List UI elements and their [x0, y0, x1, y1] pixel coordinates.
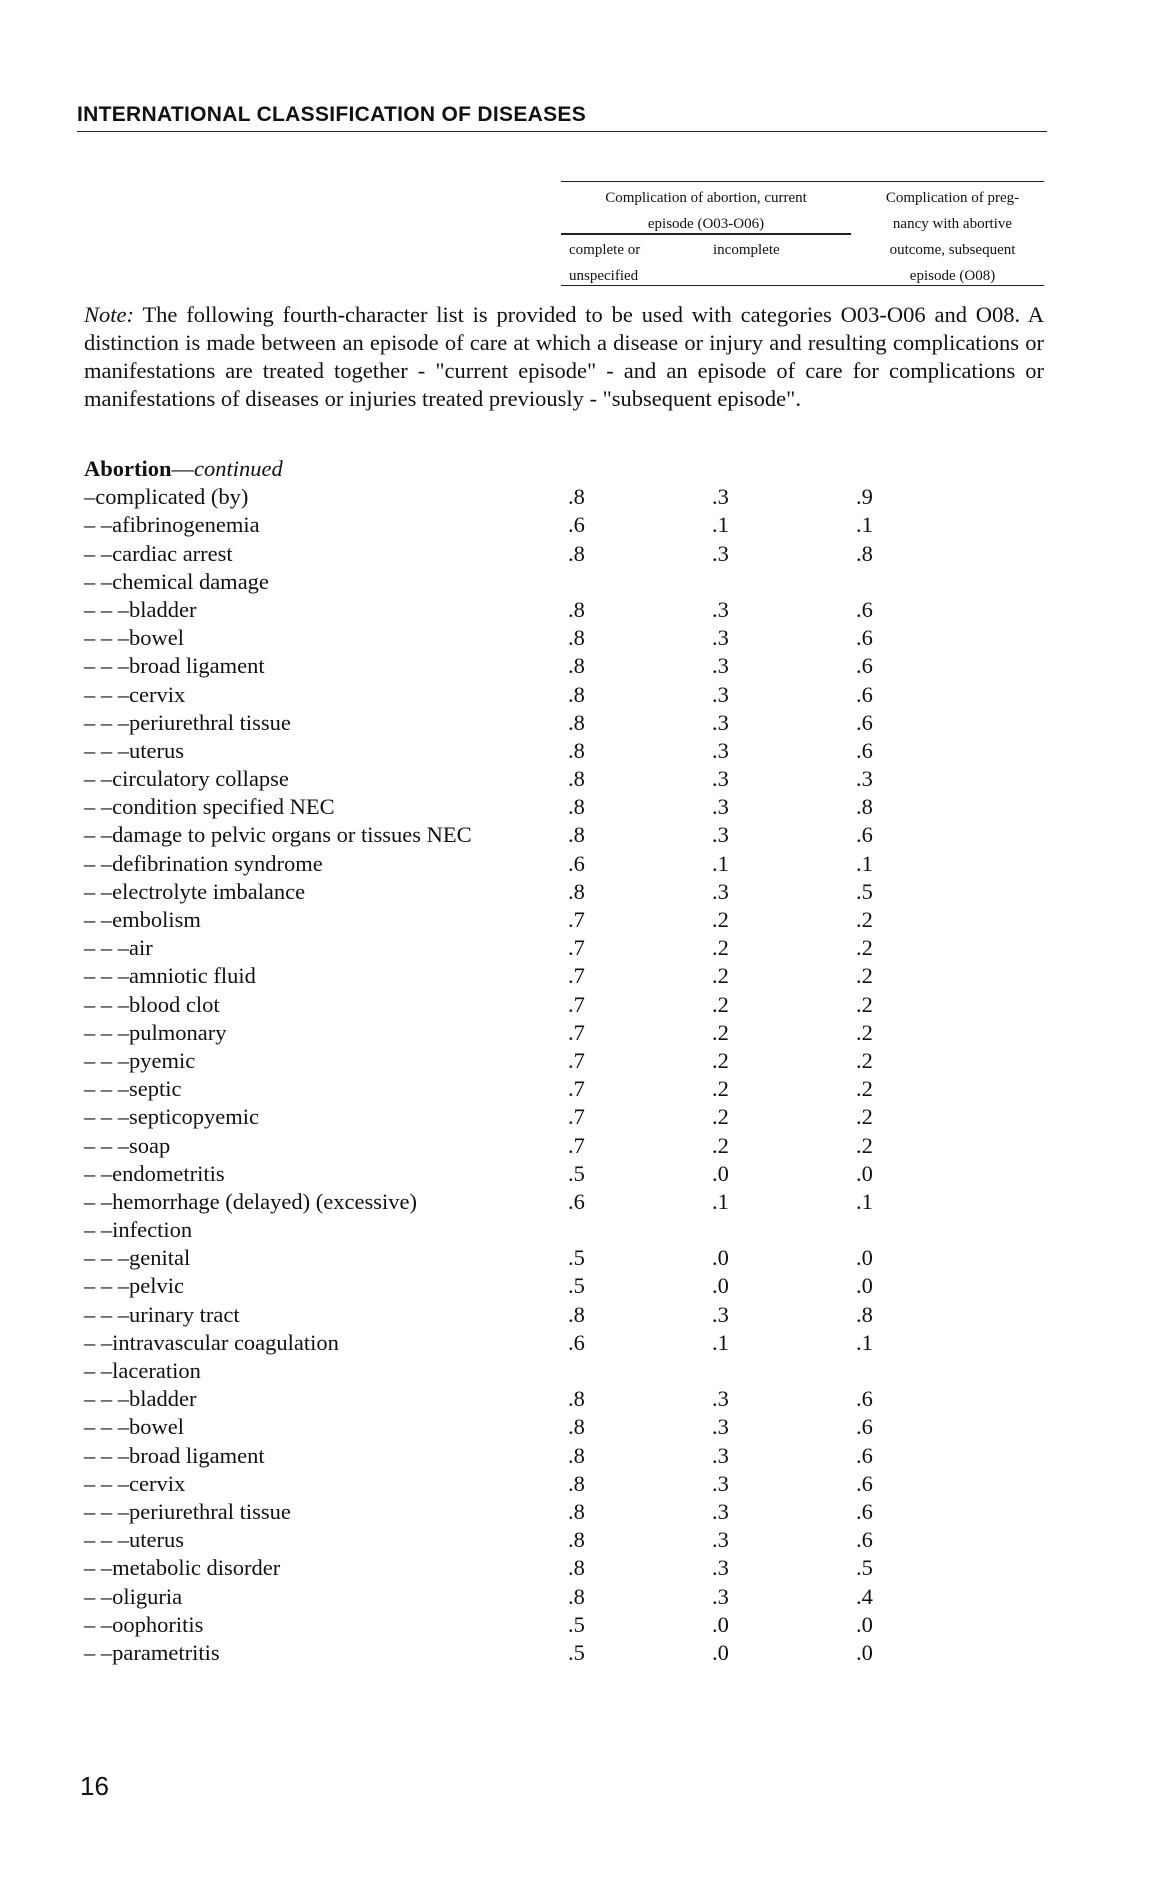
indent-dashes: – –	[84, 822, 113, 848]
code-subsequent: .6	[856, 737, 873, 763]
code-incomplete: .3	[712, 1470, 729, 1496]
code-subsequent: .2	[856, 991, 873, 1017]
indent-dashes: – –	[84, 1611, 113, 1637]
code-complete: .5	[568, 1273, 585, 1299]
index-entry-row	[84, 540, 1044, 568]
entry-label: endometritis	[112, 1160, 225, 1186]
index-entry-row	[84, 681, 1044, 709]
indent-dashes: – – –	[84, 737, 129, 763]
code-subsequent: .8	[856, 794, 873, 820]
code-subsequent: .6	[856, 1414, 873, 1440]
indent-dashes: – – –	[84, 596, 129, 622]
index-entry-row	[84, 1526, 1044, 1554]
code-complete: .8	[568, 1386, 585, 1412]
indent-dashes: – –	[84, 540, 113, 566]
code-subsequent: .2	[856, 963, 873, 989]
code-complete: .8	[568, 822, 585, 848]
index-entry-row	[84, 821, 1044, 849]
indent-dashes: – – –	[84, 709, 129, 735]
code-incomplete: .2	[712, 1104, 729, 1130]
entry-label: uterus	[129, 737, 184, 763]
entry-label: oophoritis	[112, 1611, 204, 1637]
entry-label: genital	[129, 1245, 191, 1271]
index-entries	[84, 455, 1044, 1667]
index-entry-row	[84, 1329, 1044, 1357]
entry-label: afibrinogenemia	[112, 512, 260, 538]
entry-label: pulmonary	[129, 1019, 227, 1045]
entry-label: damage to pelvic organs or tissues NEC	[112, 822, 472, 848]
entry-label: cervix	[129, 681, 186, 707]
code-incomplete: .0	[712, 1160, 729, 1186]
column-header-bottom-rule	[561, 285, 1044, 286]
code-subsequent: .5	[856, 1555, 873, 1581]
index-entry-row	[84, 1442, 1044, 1470]
note-text: The following fourth-character list is provided to be used with categories O03-O06 and O08. A distinction is made between an episode of care at which a disease or injury and resulting complications or manifestations are treated together - "current episode" - and an episode of care for complications or manifestations of diseases or injuries treated previously - "subsequent episode".	[84, 302, 1044, 411]
indent-dashes: – –	[84, 1329, 113, 1355]
code-complete: .8	[568, 484, 585, 510]
code-complete: .8	[568, 766, 585, 792]
index-entry-row	[84, 1188, 1044, 1216]
entry-label: septicopyemic	[129, 1104, 259, 1130]
indent-dashes: – – –	[84, 1527, 129, 1553]
code-complete: .8	[568, 596, 585, 622]
indent-dashes: – – –	[84, 1104, 129, 1130]
entry-label: septic	[129, 1076, 182, 1102]
code-subsequent: .6	[856, 1527, 873, 1553]
index-entry-row	[84, 483, 1044, 511]
index-entry-row	[84, 652, 1044, 680]
code-incomplete: .0	[712, 1611, 729, 1637]
entry-label: urinary tract	[129, 1301, 240, 1327]
code-complete: .6	[568, 1188, 585, 1214]
code-subsequent: .6	[856, 1442, 873, 1468]
code-incomplete: .3	[712, 596, 729, 622]
code-incomplete: .3	[712, 1442, 729, 1468]
code-complete: .6	[568, 850, 585, 876]
code-complete: .5	[568, 1160, 585, 1186]
entry-label: amniotic fluid	[129, 963, 256, 989]
code-subsequent: .0	[856, 1611, 873, 1637]
code-complete: .7	[568, 963, 585, 989]
code-incomplete: .3	[712, 766, 729, 792]
col-pregnancy-heading	[861, 185, 1044, 289]
index-entry-row	[84, 1103, 1044, 1131]
code-incomplete: .3	[712, 1498, 729, 1524]
code-complete: .5	[568, 1639, 585, 1665]
code-incomplete: .3	[712, 681, 729, 707]
index-entry-row	[84, 1639, 1044, 1667]
code-subsequent: .6	[856, 822, 873, 848]
code-complete: .8	[568, 681, 585, 707]
code-subsequent: .0	[856, 1160, 873, 1186]
col-incomplete-line1: incomplete	[713, 242, 780, 258]
code-complete: .8	[568, 540, 585, 566]
indent-dashes: – – –	[84, 1414, 129, 1440]
code-incomplete: .2	[712, 991, 729, 1017]
entry-label: circulatory collapse	[112, 766, 289, 792]
index-entry-row	[84, 568, 1044, 596]
indent-dashes: – – –	[84, 1498, 129, 1524]
entry-label: electrolyte imbalance	[112, 878, 306, 904]
code-subsequent: .6	[856, 681, 873, 707]
code-incomplete: .2	[712, 963, 729, 989]
code-incomplete: .1	[712, 1329, 729, 1355]
code-incomplete: .3	[712, 737, 729, 763]
code-incomplete: .3	[712, 484, 729, 510]
code-subsequent: .6	[856, 1386, 873, 1412]
indent-dashes: – – –	[84, 1301, 129, 1327]
col-complete-line2: unspecified	[569, 268, 639, 284]
col-pregnancy-line4: episode (O08)	[909, 268, 996, 284]
code-incomplete: .3	[712, 1583, 729, 1609]
indent-dashes: – – –	[84, 963, 129, 989]
col-complete-line1: complete or	[569, 242, 641, 258]
code-subsequent: .6	[856, 1470, 873, 1496]
indent-dashes: – –	[84, 850, 113, 876]
entry-label: periurethral tissue	[129, 1498, 291, 1524]
index-entry-row	[84, 934, 1044, 962]
indent-dashes: – –	[84, 1160, 113, 1186]
code-incomplete: .2	[712, 1019, 729, 1045]
col-abortion-group-rule	[561, 233, 851, 235]
index-entry-row	[84, 1272, 1044, 1300]
col-pregnancy-line1: Complication of preg-	[885, 190, 1020, 206]
code-subsequent: .2	[856, 1104, 873, 1130]
code-incomplete: .3	[712, 1527, 729, 1553]
entry-label: pyemic	[129, 1047, 196, 1073]
indent-dashes: – –	[84, 1358, 113, 1383]
entry-label: soap	[129, 1132, 171, 1158]
code-incomplete: .3	[712, 822, 729, 848]
indent-dashes: – – –	[84, 935, 129, 961]
index-entry-row	[84, 1301, 1044, 1329]
code-subsequent: .0	[856, 1273, 873, 1299]
index-entry-row	[84, 1244, 1044, 1272]
col-pregnancy-line3: outcome, subsequent	[889, 242, 1016, 258]
indent-dashes: – – –	[84, 1047, 129, 1073]
entry-label: pelvic	[129, 1273, 184, 1299]
code-subsequent: .1	[856, 1329, 873, 1355]
indent-dashes: – –	[84, 1217, 113, 1243]
code-incomplete: .3	[712, 625, 729, 651]
code-subsequent: .1	[856, 1188, 873, 1214]
indent-dashes: – – –	[84, 1245, 129, 1271]
indent-dashes: – – –	[84, 1076, 129, 1102]
entry-label: uterus	[129, 1527, 184, 1553]
code-complete: .8	[568, 737, 585, 763]
code-incomplete: .0	[712, 1273, 729, 1299]
code-complete: .7	[568, 907, 585, 932]
col-pregnancy-line2: nancy with abortive	[892, 216, 1013, 232]
code-subsequent: .2	[856, 1132, 873, 1158]
code-subsequent: .6	[856, 596, 873, 622]
indent-dashes: – –	[84, 1555, 113, 1581]
indent-dashes: – – –	[84, 1386, 129, 1412]
index-entry-row	[84, 624, 1044, 652]
index-entry-row	[84, 737, 1044, 765]
entry-label: intravascular coagulation	[112, 1329, 339, 1355]
code-complete: .6	[568, 1329, 585, 1355]
entry-label: metabolic disorder	[112, 1555, 281, 1581]
indent-dashes: – –	[84, 878, 113, 904]
code-incomplete: .3	[712, 1386, 729, 1412]
code-incomplete: .2	[712, 1047, 729, 1073]
code-complete: .8	[568, 1583, 585, 1609]
index-entry-row	[84, 1385, 1044, 1413]
code-incomplete: .2	[712, 935, 729, 961]
code-complete: .7	[568, 1047, 585, 1073]
indent-dashes: – – –	[84, 681, 129, 707]
col-abortion-group-heading	[561, 185, 851, 237]
indent-dashes: – –	[84, 766, 113, 792]
code-incomplete: .3	[712, 540, 729, 566]
code-subsequent: .5	[856, 878, 873, 904]
code-complete: .6	[568, 512, 585, 538]
code-subsequent: .8	[856, 1301, 873, 1327]
index-entry-row	[84, 1583, 1044, 1611]
index-entry-row	[84, 596, 1044, 624]
code-complete: .7	[568, 1019, 585, 1045]
entry-label: complicated (by)	[95, 484, 249, 510]
index-entry-row	[84, 765, 1044, 793]
code-complete: .7	[568, 1132, 585, 1158]
code-complete: .7	[568, 1104, 585, 1130]
index-entry-row	[84, 1075, 1044, 1103]
code-complete: .8	[568, 1301, 585, 1327]
index-entry-row	[84, 1470, 1044, 1498]
code-subsequent: .2	[856, 1019, 873, 1045]
section-heading: Abortion—continued	[84, 456, 283, 481]
indent-dashes: – – –	[84, 1470, 129, 1496]
page-number: 16	[80, 1771, 109, 1801]
code-incomplete: .0	[712, 1639, 729, 1665]
code-subsequent: .0	[856, 1639, 873, 1665]
code-complete: .8	[568, 1527, 585, 1553]
index-entry-row	[84, 1160, 1044, 1188]
code-incomplete: .3	[712, 794, 729, 820]
code-subsequent: .2	[856, 907, 873, 932]
code-complete: .8	[568, 625, 585, 651]
indent-dashes: – –	[84, 1639, 113, 1665]
code-incomplete: .2	[712, 1076, 729, 1102]
code-complete: .8	[568, 878, 585, 904]
index-entry-row	[84, 1132, 1044, 1160]
code-complete: .8	[568, 1414, 585, 1440]
code-incomplete: .1	[712, 1188, 729, 1214]
indent-dashes: – – –	[84, 1442, 129, 1468]
entry-label: blood clot	[129, 991, 220, 1017]
index-entry-row	[84, 1413, 1044, 1441]
col-incomplete-heading	[713, 237, 780, 263]
indent-dashes: – – –	[84, 1132, 129, 1158]
code-complete: .7	[568, 991, 585, 1017]
code-subsequent: .6	[856, 1498, 873, 1524]
entry-label: defibrination syndrome	[112, 850, 323, 876]
entry-label: condition specified NEC	[112, 794, 335, 820]
index-entry-row	[84, 511, 1044, 539]
code-subsequent: .2	[856, 1047, 873, 1073]
index-entry-row	[84, 1357, 1044, 1385]
entry-rows	[84, 483, 1044, 1667]
code-complete: .7	[568, 935, 585, 961]
section-title: Abortion	[84, 456, 172, 481]
code-subsequent: .6	[856, 625, 873, 651]
entry-label: infection	[112, 1217, 193, 1243]
code-incomplete: .1	[712, 850, 729, 876]
index-entry-row	[84, 850, 1044, 878]
entry-label: oliguria	[112, 1583, 183, 1609]
indent-dashes: – – –	[84, 1273, 129, 1299]
index-entry-row	[84, 1611, 1044, 1639]
code-incomplete: .0	[712, 1245, 729, 1271]
code-complete: .8	[568, 1442, 585, 1468]
code-incomplete: .3	[712, 709, 729, 735]
code-subsequent: .0	[856, 1245, 873, 1271]
indent-dashes: – – –	[84, 653, 129, 679]
entry-label: cardiac arrest	[112, 540, 233, 566]
code-complete: .8	[568, 709, 585, 735]
index-entry-row	[84, 1498, 1044, 1526]
code-subsequent: .1	[856, 850, 873, 876]
code-complete: .8	[568, 1470, 585, 1496]
index-entry-row	[84, 709, 1044, 737]
indent-dashes: – –	[84, 568, 113, 594]
code-incomplete: .3	[712, 653, 729, 679]
entry-label: cervix	[129, 1470, 186, 1496]
indent-dashes: – –	[84, 907, 113, 932]
entry-label: laceration	[112, 1358, 201, 1383]
code-complete: .8	[568, 1498, 585, 1524]
entry-label: air	[129, 935, 153, 961]
entry-label: bladder	[129, 1386, 197, 1412]
code-incomplete: .2	[712, 1132, 729, 1158]
code-subsequent: .6	[856, 709, 873, 735]
indent-dashes: – –	[84, 1188, 113, 1214]
entry-label: periurethral tissue	[129, 709, 291, 735]
code-subsequent: .4	[856, 1583, 873, 1609]
code-subsequent: .2	[856, 1076, 873, 1102]
code-complete: .7	[568, 1076, 585, 1102]
column-header-top-rule	[561, 181, 1044, 182]
col-complete-heading	[569, 237, 640, 289]
code-subsequent: .3	[856, 766, 873, 792]
code-incomplete: .3	[712, 1555, 729, 1581]
code-subsequent: .8	[856, 540, 873, 566]
entry-label: broad ligament	[129, 653, 265, 679]
code-complete: .8	[568, 653, 585, 679]
indent-dashes: – –	[84, 1583, 113, 1609]
entry-label: embolism	[112, 907, 201, 932]
entry-label: bowel	[129, 1414, 184, 1440]
code-subsequent: .2	[856, 935, 873, 961]
code-subsequent: .9	[856, 484, 873, 510]
index-entry-row	[84, 991, 1044, 1019]
index-entry-row	[84, 1554, 1044, 1582]
section-continued: continued	[194, 456, 283, 481]
code-incomplete: .3	[712, 878, 729, 904]
entry-label: parametritis	[112, 1639, 220, 1665]
indent-dashes: – –	[84, 794, 113, 820]
entry-label: bowel	[129, 625, 184, 651]
code-complete: .8	[568, 794, 585, 820]
code-subsequent: .1	[856, 512, 873, 538]
running-header: INTERNATIONAL CLASSIFICATION OF DISEASES	[77, 103, 1047, 132]
col-abortion-group-line1: Complication of abortion, current	[605, 190, 807, 206]
indent-dashes: – – –	[84, 625, 129, 651]
entry-label: broad ligament	[129, 1442, 265, 1468]
code-complete: .8	[568, 1555, 585, 1581]
index-entry-row	[84, 793, 1044, 821]
index-entry-row	[84, 962, 1044, 990]
code-incomplete: .2	[712, 907, 729, 932]
code-complete: .5	[568, 1611, 585, 1637]
index-entry-row	[84, 906, 1044, 934]
code-subsequent: .6	[856, 653, 873, 679]
indent-dashes: – – –	[84, 991, 129, 1017]
code-incomplete: .3	[712, 1414, 729, 1440]
note-paragraph	[84, 301, 1044, 413]
indent-dashes: – – –	[84, 1019, 129, 1045]
code-incomplete: .1	[712, 512, 729, 538]
indent-dashes: – –	[84, 512, 113, 538]
entry-label: hemorrhage (delayed) (excessive)	[112, 1188, 417, 1214]
note-label: Note:	[84, 302, 134, 327]
index-entry-row	[84, 1047, 1044, 1075]
index-entry-row	[84, 1216, 1044, 1244]
col-abortion-group-line2: episode (O03-O06)	[647, 216, 765, 232]
indent-dashes: –	[84, 484, 96, 510]
code-complete: .5	[568, 1245, 585, 1271]
index-entry-row	[84, 878, 1044, 906]
index-entry-row	[84, 1019, 1044, 1047]
entry-label: chemical damage	[112, 568, 269, 594]
code-incomplete: .3	[712, 1301, 729, 1327]
entry-label: bladder	[129, 596, 197, 622]
